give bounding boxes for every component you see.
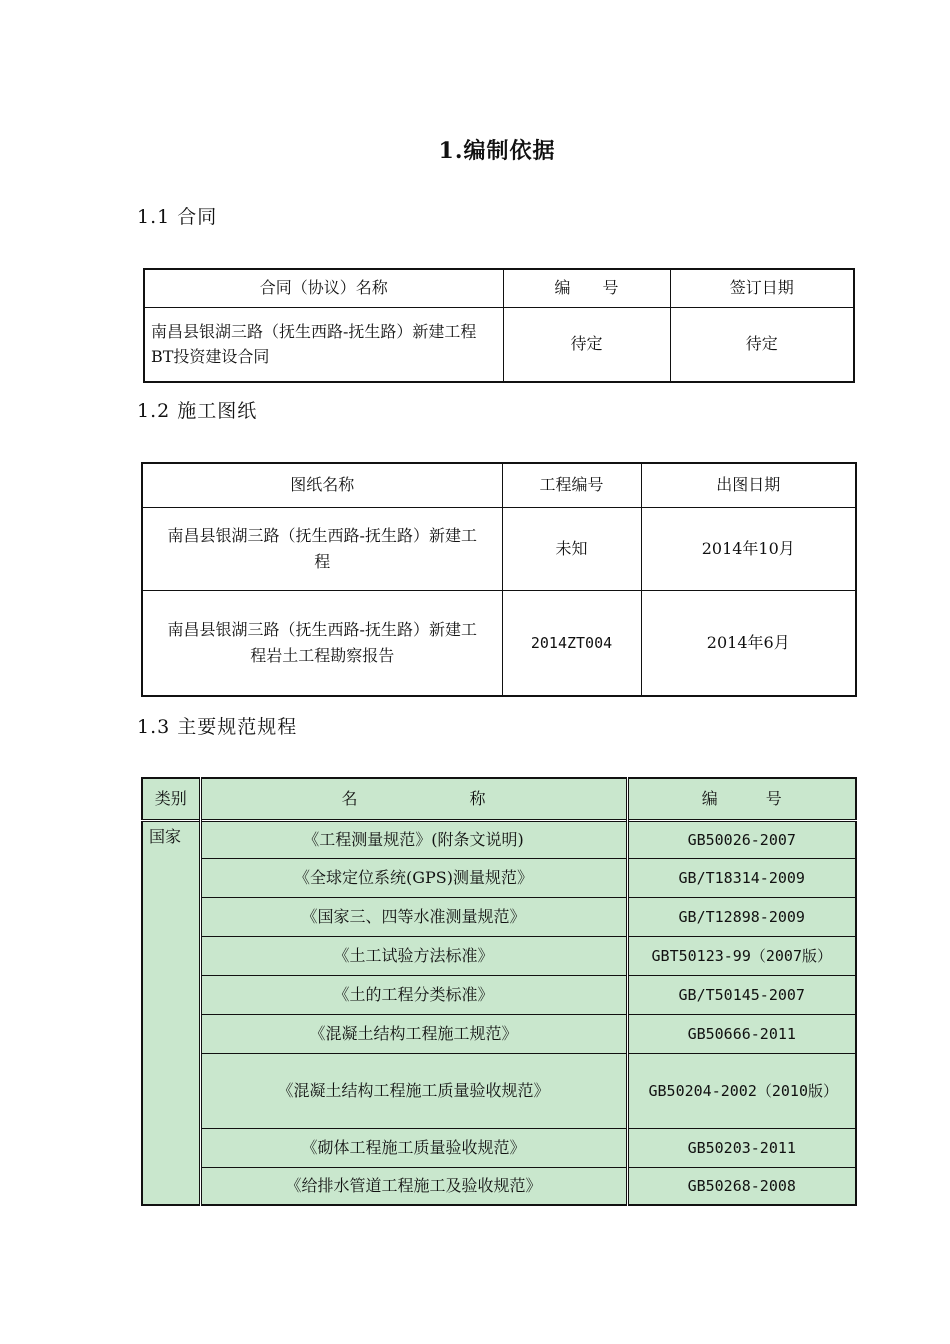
table-cell: 南昌县银湖三路（抚生西路-抚生路）新建工程	[142, 507, 502, 590]
table-row	[142, 897, 856, 936]
table-row	[142, 858, 856, 897]
drawings-table	[141, 462, 857, 697]
table-cell: GB/T18314-2009	[627, 858, 856, 897]
table-row	[142, 820, 856, 858]
column-header: 类别	[142, 778, 200, 820]
column-header: 图纸名称	[142, 463, 502, 507]
table-header-row	[142, 778, 856, 820]
table-row	[142, 1053, 856, 1128]
table-row	[142, 507, 856, 590]
section-heading-drawings: 1.2 施工图纸	[137, 400, 258, 422]
table-row	[142, 975, 856, 1014]
column-header: 出图日期	[641, 463, 856, 507]
table-cell: 《给排水管道工程施工及验收规范》	[200, 1167, 627, 1205]
table-row	[142, 1014, 856, 1053]
table-cell: 《混凝土结构工程施工规范》	[200, 1014, 627, 1053]
column-header: 编 号	[503, 269, 670, 307]
table-cell: GB50268-2008	[627, 1167, 856, 1205]
table-cell: 2014ZT004	[502, 590, 641, 696]
table-cell: 南昌县银湖三路（抚生西路-抚生路）新建工程岩土工程勘察报告	[142, 590, 502, 696]
table-cell: 《土的工程分类标准》	[200, 975, 627, 1014]
table-row	[142, 1167, 856, 1205]
table-header-row	[144, 269, 854, 307]
category-cell: 国家	[142, 820, 200, 1205]
column-header: 编 号	[627, 778, 856, 820]
document-title: 1.编制依据	[438, 138, 556, 164]
column-header: 名 称	[200, 778, 627, 820]
table-cell: GB50026-2007	[627, 820, 856, 858]
table-row	[144, 307, 854, 382]
table-row	[142, 1128, 856, 1167]
table-cell: 未知	[502, 507, 641, 590]
table-row	[142, 590, 856, 696]
section-heading-contract: 1.1 合同	[137, 206, 218, 228]
table-cell: 2014年10月	[641, 507, 856, 590]
column-header: 工程编号	[502, 463, 641, 507]
table-cell: GB50204-2002（2010版）	[627, 1053, 856, 1128]
table-row	[142, 936, 856, 975]
contract-table	[143, 268, 855, 383]
table-cell: 《土工试验方法标准》	[200, 936, 627, 975]
table-cell: 《混凝土结构工程施工质量验收规范》	[200, 1053, 627, 1128]
column-header: 合同（协议）名称	[144, 269, 503, 307]
column-header: 签订日期	[670, 269, 854, 307]
table-cell: 《全球定位系统(GPS)测量规范》	[200, 858, 627, 897]
table-cell: 待定	[503, 307, 670, 382]
table-cell: 《国家三、四等水准测量规范》	[200, 897, 627, 936]
table-cell: GB50666-2011	[627, 1014, 856, 1053]
section-heading-standards: 1.3 主要规范规程	[137, 716, 298, 738]
table-header-row	[142, 463, 856, 507]
table-cell: GBT50123-99（2007版）	[627, 936, 856, 975]
table-cell: 南昌县银湖三路（抚生西路-抚生路）新建工程BT投资建设合同	[144, 307, 503, 382]
table-cell: GB50203-2011	[627, 1128, 856, 1167]
standards-table	[141, 777, 857, 1206]
table-cell: 待定	[670, 307, 854, 382]
table-cell: GB/T50145-2007	[627, 975, 856, 1014]
table-cell: GB/T12898-2009	[627, 897, 856, 936]
table-cell: 《工程测量规范》(附条文说明)	[200, 820, 627, 858]
table-cell: 《砌体工程施工质量验收规范》	[200, 1128, 627, 1167]
table-cell: 2014年6月	[641, 590, 856, 696]
